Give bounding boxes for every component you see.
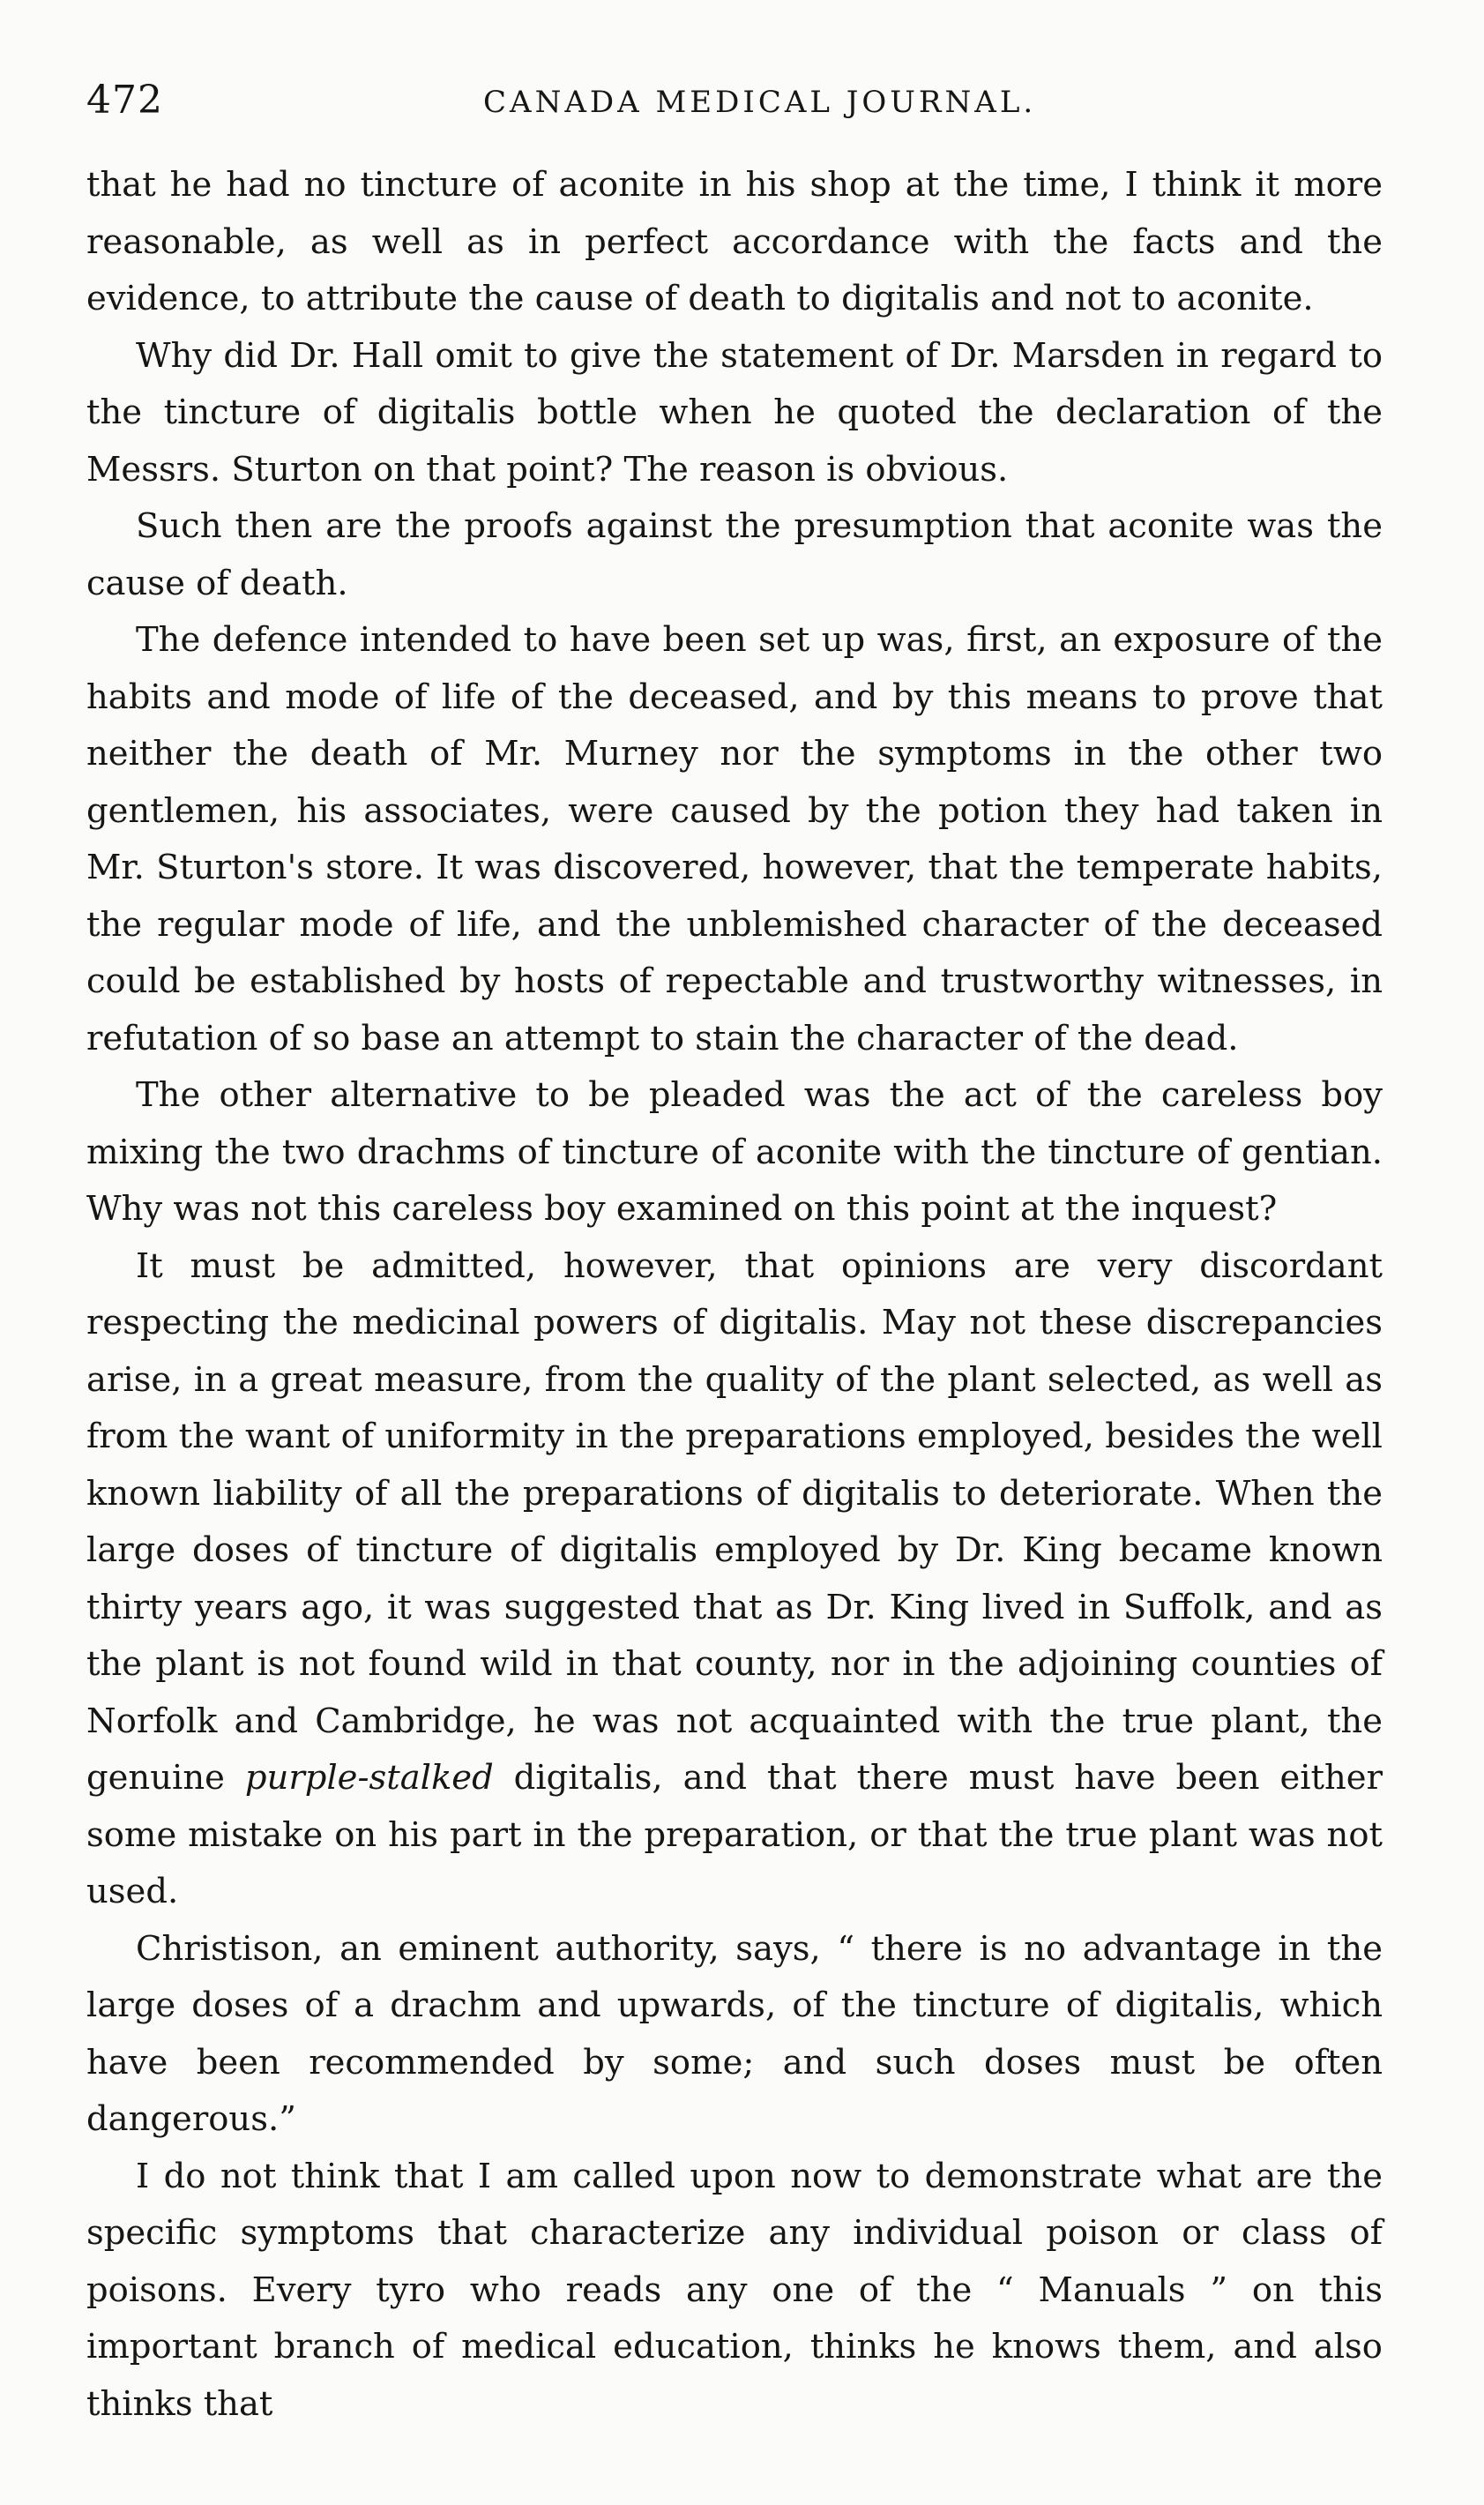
page-header [86,78,1378,131]
paragraph-christison-quote: Christison, an eminent authority, says, “ there is no advantage in the large doses of a drachm and upwards, of the tincture of digitalis, which have been recommended by some; and such doses must be often dangerous.” [86,1928,1383,2139]
paragraph-digitalis-opinions [86,1238,1383,1921]
page-number: 472 [86,78,163,123]
paragraph-defence: The defence intended to have been set up was, first, an exposure of the habits and mode of life of the deceased, and by this means to prove that neither the death of Mr. Murney nor the symptoms in the other two gentlemen, his associates, were caused by the potion they had taken in Mr. Sturton's store. It was discovered, however, that the temperate habits, the regular mode of life, and the unblemished character of the deceased could be established by hosts of repectable and trustworthy witnesses, in refutation of so base an attempt to stain the character of the dead. [86,620,1383,1058]
paragraph-hall-omission: Why did Dr. Hall omit to give the statement of Dr. Marsden in regard to the tincture of digitalis bottle when he quoted the declaration of the Messrs. Sturton on that point? The reason is obvious. [86,335,1383,490]
running-head: CANADA MEDICAL JOURNAL. [483,85,1037,120]
paragraph-careless-boy: The other alternative to be pleaded was the act of the careless boy mixing the two drachms of tincture of aconite with the tincture of gentian. Why was not this careless boy examined on this point at the inquest? [86,1075,1383,1229]
paragraph-specific-symptoms: I do not think that I am called upon now to demonstrate what are the specific symptoms that characterize any individual poison or class of poisons. Every tyro who reads any one of the “ Manuals ” on this important branch of medical education, thinks he knows them, and also thinks that [86,2156,1383,2424]
digitalis-text-after: digitalis, and that there must have been either some mistake on his part in the preparation, or that the true plant was not used. [86,1758,1383,1911]
paragraph-continuation: that he had no tincture of aconite in his shop at the time, I think it more reasonable, as well as in perfect accordance with the facts and the evidence, to attribute the cause of death to digitalis and not to aconite. [86,165,1383,318]
paragraph-proofs: Such then are the proofs against the presumption that aconite was the cause of death. [86,506,1383,603]
purple-stalked-emphasis: purple-stalked [244,1758,494,1798]
digitalis-text-before: It must be admitted, however, that opinions are very discordant respecting the medicinal powers of digitalis. May not these discrepancies arise, in a great measure, from the quality of the plant selected, as well as from the want of uniformity in the preparations employed, besides the well known liability of all the preparations of digitalis to deteriorate. When the large doses of tincture of digitalis employed by Dr. King became known thirty years ago, it was suggested that as Dr. King lived in Suffolk, and as the plant is not found wild in that county, nor in the adjoining counties of Norfolk and Cambridge, he was not acquainted with the true plant, the genuine [86,1245,1383,1798]
body-text [86,157,1383,2433]
